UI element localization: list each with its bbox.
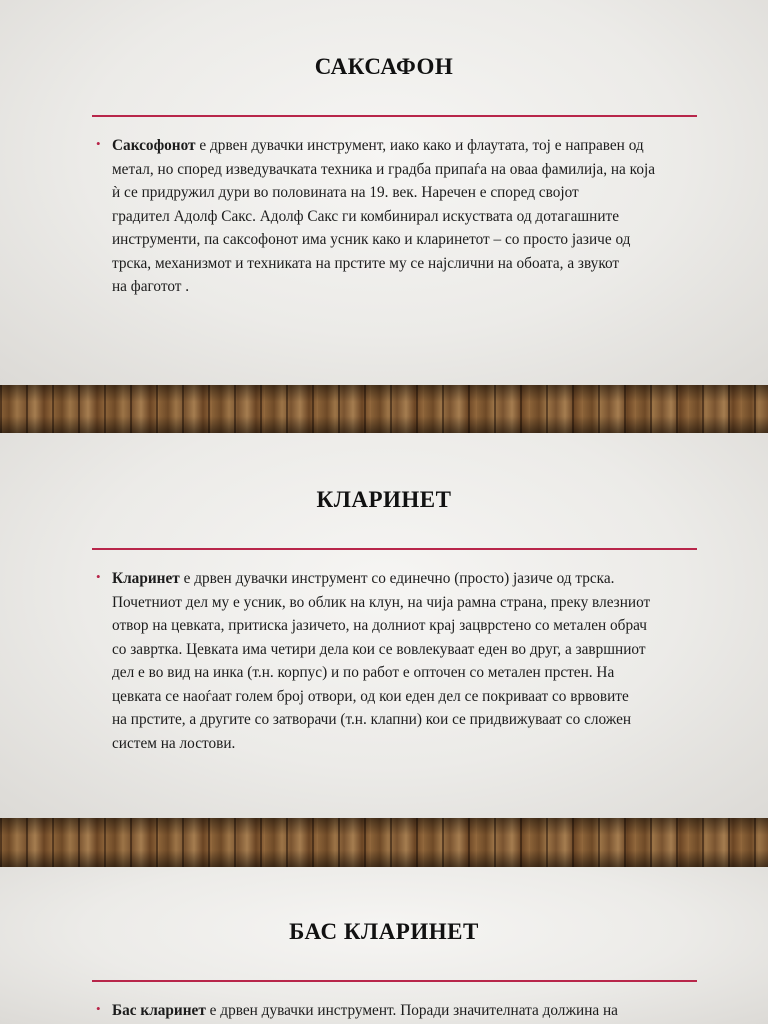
lead-term: Бас кларинет xyxy=(112,1002,206,1019)
slide-title: САКСАФОН xyxy=(314,54,454,79)
bullet-icon: • xyxy=(96,569,101,584)
bullet-icon: • xyxy=(96,1001,101,1016)
wood-floor-band xyxy=(0,818,768,867)
slide-title: БАС КЛАРИНЕТ xyxy=(289,919,479,944)
bullet-paragraph xyxy=(96,567,691,755)
bullet-icon: • xyxy=(96,136,101,151)
paragraph-line: Саксофонот е дрвен дувачки инструмент, иако како и флаутата, тој е направен од xyxy=(112,137,644,154)
bullet-paragraph xyxy=(96,999,691,1023)
paragraph-line: метал, но според изведувачката техника и градба припаѓа на оваа фамилија, на која xyxy=(112,160,656,178)
slide-bass-clarinet xyxy=(0,867,768,1024)
lead-term: Кларинет xyxy=(112,570,180,587)
paragraph-line: дел е во вид на инка (т.н. корпус) и по работ е опточен со метален прстен. На xyxy=(112,664,615,681)
title-divider xyxy=(92,115,697,117)
paragraph-text xyxy=(112,134,691,299)
bullet-paragraph xyxy=(96,134,691,299)
paragraph-line: систем на лостови. xyxy=(112,734,236,752)
slide-title: КЛАРИНЕТ xyxy=(316,487,452,512)
paragraph-line: цевката се наоѓаат голем број отвори, од кои еден дел се покриваат со врвовите xyxy=(112,687,629,705)
paragraph-line: трска, механизмот и техниката на прстите му се најслични на обоата, а звукот xyxy=(112,254,620,272)
title-divider xyxy=(92,548,697,550)
title-divider xyxy=(92,980,697,982)
paragraph-line: инструменти, па саксофонот има усник како и кларинетот – со просто јазиче од xyxy=(112,231,631,248)
wood-floor-band xyxy=(0,385,768,433)
paragraph-line: Почетниот дел му е усник, во облик на клун, на чија рамна страна, преку влезниот xyxy=(112,593,651,611)
slide-saxophone xyxy=(0,0,768,385)
paragraph-text xyxy=(112,567,691,755)
paragraph-text xyxy=(112,999,691,1023)
paragraph-line: Бас кларинет е дрвен дувачки инструмент. Поради значителната должина на xyxy=(112,1002,618,1019)
slide-clarinet xyxy=(0,433,768,818)
paragraph-line: на прстите, а другите со затворачи (т.н. клапни) кои се придвижуваат со сложен xyxy=(112,711,632,728)
paragraph-line: отвор на цевката, притиска јазичето, на долниот крај зацврстено со метален обрач xyxy=(112,617,647,634)
paragraph-line: со завртка. Цевката има четири дела кои се вовлекуваат еден во друг, а завршниот xyxy=(112,640,646,658)
lead-term: Саксофонот xyxy=(112,137,196,154)
paragraph-line: Кларинет е дрвен дувачки инструмент со единечно (просто) јазиче од трска. xyxy=(112,570,615,587)
paragraph-line: ѝ се придружил дури во половината на 19. век. Наречен е според својот xyxy=(112,184,579,201)
paragraph-line: на фаготот . xyxy=(112,278,190,295)
paragraph-line: градител Адолф Сакс. Адолф Сакс ги комбинирал искуствата од дотагашните xyxy=(112,207,619,225)
